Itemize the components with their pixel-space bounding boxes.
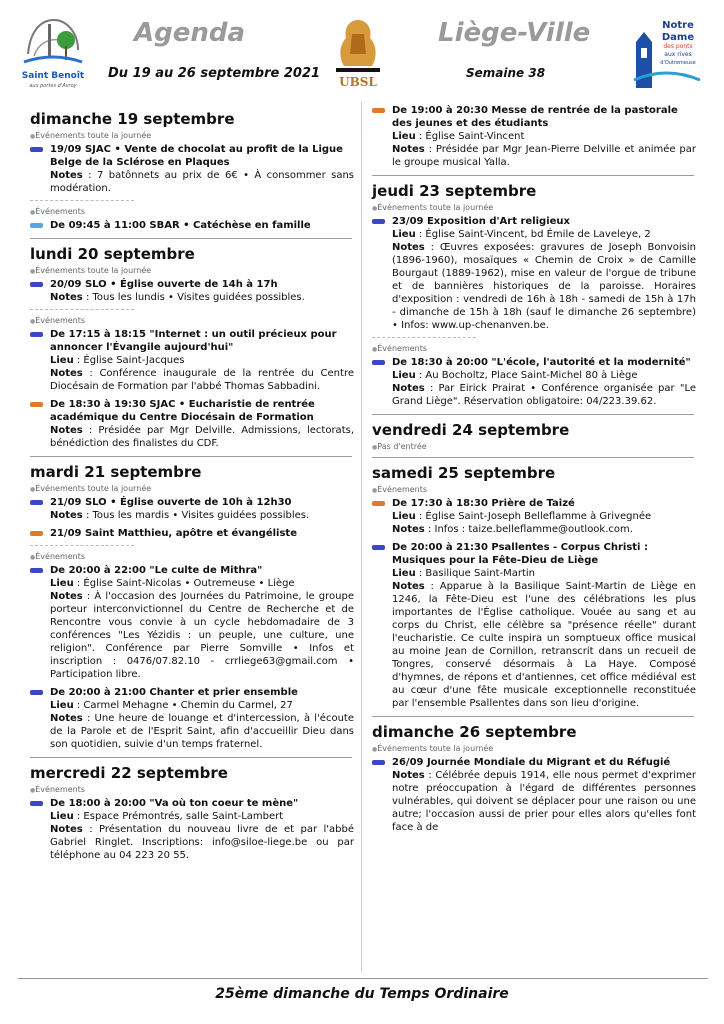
category-color-bar [372, 545, 385, 550]
event-detail-key: Notes [50, 292, 83, 303]
event-detail-key: Notes [50, 368, 83, 379]
event-detail [50, 354, 354, 367]
event-item[interactable] [372, 356, 696, 408]
event-title: De 20:00 à 22:00 "Le culte de Mithra" [50, 565, 263, 576]
event-detail-key: Notes [392, 383, 425, 394]
event-title: De 17:15 à 18:15 "Internet : un outil précieux pour annoncer l'Évangile aujourd'hui" [50, 329, 337, 353]
event-detail-key: Notes [392, 770, 425, 781]
event-detail-key: Lieu [50, 578, 74, 589]
event-detail-value: : 7 batônnets au prix de 6€ • À consommer sans modération. [50, 170, 354, 194]
event-item[interactable] [372, 756, 696, 834]
event-detail [392, 143, 696, 169]
event-detail [392, 510, 696, 523]
event-detail-key: Notes [50, 510, 83, 521]
event-title: De 19:00 à 20:30 Messe de rentrée de la pastorale des jeunes et des étudiants [392, 105, 678, 129]
section-divider [30, 545, 134, 546]
event-detail [392, 523, 696, 536]
logo-left-name: Saint Benoît [21, 71, 85, 81]
section-label: ● Événements toute la journée [372, 744, 696, 753]
section-label: ● Événements [30, 785, 354, 794]
event-detail [50, 712, 354, 751]
category-color-bar [30, 801, 43, 806]
right-column [372, 104, 696, 839]
event-detail-key: Lieu [392, 131, 416, 142]
event-title: De 17:30 à 18:30 Prière de Taizé [392, 498, 575, 509]
event-item[interactable] [372, 215, 696, 332]
category-color-bar [30, 690, 43, 695]
event-detail [392, 382, 696, 408]
category-color-bar [30, 223, 43, 228]
event-detail-key: Notes [50, 170, 83, 181]
event-detail-value: : Église Saint-Nicolas • Outremeuse • Liège [73, 578, 295, 589]
category-color-bar [372, 760, 385, 765]
event-detail [50, 291, 354, 304]
logo-mid-name: UBSL [339, 75, 377, 89]
event-detail-key: Notes [392, 524, 425, 535]
header-dates: Du 19 au 26 septembre 2021 [108, 66, 321, 81]
event-title: 26/09 Journée Mondiale du Migrant et du Réfugié [392, 757, 671, 768]
event-detail-key: Lieu [50, 700, 74, 711]
category-color-bar [30, 531, 43, 536]
section-label: ● Pas d'entrée [372, 442, 696, 451]
day-heading: dimanche 26 septembre [372, 723, 577, 741]
event-title: 20/09 SLO • Église ouverte de 14h à 17h [50, 279, 278, 290]
event-item[interactable] [30, 797, 354, 862]
logo-right-line5: d'Outremeuse [660, 60, 696, 66]
event-detail-key: Notes [392, 242, 425, 253]
event-item[interactable] [30, 686, 354, 751]
event-detail-key: Lieu [392, 568, 416, 579]
event-detail-key: Notes [50, 824, 83, 835]
event-title: 21/09 Saint Matthieu, apôtre et évangéliste [50, 528, 297, 539]
event-detail-value: : Église Saint-Vincent, bd Émile de Laveleye, 2 [415, 229, 651, 240]
header-title-agenda: Agenda [134, 18, 246, 48]
event-item[interactable] [30, 328, 354, 393]
left-column [30, 104, 354, 867]
saint-benoit-logo [20, 14, 86, 92]
event-title: 19/09 SJAC • Vente de chocolat au profit de la Ligue Belge de la Sclérose en Plaques [50, 144, 343, 168]
section-label: ● Événements toute la journée [30, 484, 354, 493]
logo-right-line3: des ponts [663, 43, 693, 50]
section-label: ● Événements [30, 316, 354, 325]
event-item[interactable] [30, 278, 354, 304]
event-detail [50, 509, 354, 522]
event-detail [50, 590, 354, 681]
event-title: De 18:00 à 20:00 "Va où ton coeur te mène" [50, 798, 299, 809]
section-divider [30, 200, 134, 201]
ubsl-logo [330, 14, 386, 92]
event-title: 21/09 SLO • Église ouverte de 10h à 12h30 [50, 497, 292, 508]
day-heading: dimanche 19 septembre [30, 110, 235, 128]
day-heading: jeudi 23 septembre [372, 182, 537, 200]
event-detail [50, 169, 354, 195]
category-color-bar [372, 360, 385, 365]
event-detail [50, 424, 354, 450]
event-detail-key: Lieu [392, 370, 416, 381]
section-divider [372, 337, 476, 338]
day-heading: vendredi 24 septembre [372, 421, 570, 439]
event-item[interactable] [30, 564, 354, 681]
day-separator [372, 716, 694, 717]
event-detail [392, 580, 696, 710]
event-title: De 09:45 à 11:00 SBAR • Catéchèse en famille [50, 220, 311, 231]
event-item[interactable] [30, 496, 354, 522]
day-separator [30, 238, 352, 239]
event-detail-key: Lieu [50, 811, 74, 822]
day-heading: lundi 20 septembre [30, 245, 195, 263]
event-detail-value: : Présentation du nouveau livre de et par l'abbé Gabriel Ringlet. Inscriptions: info@siloe-liege.be ou par téléphone au 04 223 20 55. [50, 824, 354, 861]
day-separator [372, 457, 694, 458]
event-title: De 20:00 à 21:00 Chanter et prier ensemble [50, 687, 298, 698]
event-detail [392, 130, 696, 143]
notre-dame-logo [630, 18, 702, 90]
section-divider [30, 309, 134, 310]
event-item[interactable] [30, 143, 354, 195]
event-item[interactable] [372, 104, 696, 169]
event-detail [392, 567, 696, 580]
event-detail-key: Lieu [50, 355, 74, 366]
event-item[interactable] [30, 527, 354, 540]
event-detail-value: : Une heure de louange et d'intercession, à l'écoute de la Parole et de l'Esprit Saint, afin d'accueillir Dieu dans son quotidien, suivie d'un temps fraternel. [50, 713, 354, 750]
header-title-ville: Liège-Ville [438, 18, 591, 48]
event-detail-value: : Présidée par Mgr Delville. Admissions, lectorats, bénédiction des finalistes du CDF. [50, 425, 354, 449]
day-separator [30, 456, 352, 457]
event-detail [50, 823, 354, 862]
day-separator [30, 757, 352, 758]
section-label: ● Événements [30, 207, 354, 216]
event-title: De 18:30 à 20:00 "L'école, l'autorité et la modernité" [392, 357, 691, 368]
category-color-bar [30, 282, 43, 287]
event-detail [392, 228, 696, 241]
event-title: De 20:00 à 21:30 Psallentes - Corpus Christi : Musiques pour la Fête-Dieu de Liège [392, 542, 648, 566]
category-color-bar [372, 219, 385, 224]
event-detail-key: Lieu [392, 511, 416, 522]
event-detail-key: Notes [392, 144, 425, 155]
event-detail-value: : Présidée par Mgr Jean-Pierre Delville et animée par le groupe musical Yalla. [392, 144, 696, 168]
event-detail-value: : Conférence inaugurale de la rentrée du Centre Diocésain de Formation par l'abbé Thomas Sabbadini. [50, 368, 354, 392]
event-detail-value: : Œuvres exposées: gravures de Joseph Bonvoisin (1896-1960), mosaïques « Chemin de Croix » de Camille Bourgaut (1889-1962), mise en valeur de l'orgue de tribune et de bannières historiques de la paroisse. Horaires d'exposition : vendredi de 16h à 18h - samedi de 15h à 17h - dimanche de 15h à 18h (sauf le dimanche 26 septembre) • Infos: www.up-chenanven.be. [392, 242, 696, 331]
section-label: ● Événements [30, 552, 354, 561]
event-detail-value: : Apparue à la Basilique Saint-Martin de Liège en 1246, la Fête-Dieu est l'une des célébrations les plus importantes de l'Église catholique. Vouée au sang et au corps du Christ, elle célèbre sa "présence réelle" durant l'eucharistie. Ce culte inspira un somptueux office musical au moine Jean de Cornillon, retranscrit dans un recueil de Tongres, conservé désormais à La Haye. Composé d'hymnes, de répons et d'antiennes, cet office médiéval est au cœur d'une fête musicale exceptionnelle reconstituée par l'ensemble Psallentes dans son lieu d'origine. [392, 581, 696, 709]
event-detail-value: : Tous les lundis • Visites guidées possibles. [82, 292, 305, 303]
event-detail [392, 369, 696, 382]
event-detail-value: : À l'occasion des Journées du Patrimoine, le groupe porteur interconvictionnel du Centre de Recherche et de Rencontre vous convie à un cycle hebdomadaire de 3 conférences "Les Yézidis : un peuple, une culture, une religion". Conférence par Pierre Somville • Infos et inscription : 0476/07.82.10 - crrliege63@gmail.com • Participation libre. [50, 591, 354, 680]
event-detail-value: : Célébrée depuis 1914, elle nous permet d'exprimer notre préoccupation à l'égard de différentes personnes vulnérables, qui doivent se déplacer pour une raison ou une autre; l'occasion aussi de prier pour elles alors qu'elles font face à de [392, 770, 696, 833]
logo-right-line4: aux rives [664, 51, 692, 58]
event-detail [50, 577, 354, 590]
section-label: ● Événements toute la journée [30, 266, 354, 275]
event-detail-key: Notes [50, 425, 83, 436]
event-detail-key: Notes [50, 713, 83, 724]
category-color-bar [372, 501, 385, 506]
day-heading: samedi 25 septembre [372, 464, 556, 482]
category-color-bar [30, 568, 43, 573]
event-detail-key: Lieu [392, 229, 416, 240]
event-detail [392, 241, 696, 332]
category-color-bar [30, 147, 43, 152]
event-detail-value: : Espace Prémontrés, salle Saint-Lambert [73, 811, 284, 822]
event-detail-key: Notes [50, 591, 83, 602]
event-title: De 18:30 à 19:30 SJAC • Eucharistie de rentrée académique du Centre Diocésain de Formation [50, 399, 315, 423]
event-detail [50, 810, 354, 823]
event-detail-value: : Église Saint-Jacques [73, 355, 185, 366]
section-label: ● Événements [372, 344, 696, 353]
event-detail-value: : Infos : taize.belleflamme@outlook.com. [424, 524, 633, 535]
event-detail-value: : Tous les mardis • Visites guidées possibles. [82, 510, 310, 521]
header-week: Semaine 38 [466, 66, 546, 80]
day-heading: mardi 21 septembre [30, 463, 202, 481]
event-item[interactable] [372, 541, 696, 710]
section-label: ● Événements toute la journée [372, 203, 696, 212]
day-heading: mercredi 22 septembre [30, 764, 228, 782]
event-detail-value: : Au Bocholtz, Place Saint-Michel 80 à Liège [415, 370, 638, 381]
day-separator [372, 175, 694, 176]
logo-right-line1: Notre [662, 20, 694, 31]
event-item[interactable] [30, 398, 354, 450]
section-label: ● Événements [372, 485, 696, 494]
event-detail-key: Notes [392, 581, 425, 592]
event-detail [50, 699, 354, 712]
category-color-bar [372, 108, 385, 113]
event-detail-value: : Par Eirick Prairat • Conférence organisée par "Le Grand Liège". Réservation obligatoire: 04/223.39.62. [392, 383, 696, 407]
event-title: 23/09 Exposition d'Art religieux [392, 216, 570, 227]
logo-left-sub: aux portes d'Avroy [29, 83, 77, 89]
event-item[interactable] [372, 497, 696, 536]
event-detail-value: : Basilique Saint-Martin [415, 568, 536, 579]
category-color-bar [30, 332, 43, 337]
event-detail-value: : Église Saint-Vincent [415, 131, 525, 142]
page-header [0, 0, 724, 100]
category-color-bar [30, 500, 43, 505]
event-detail [392, 769, 696, 834]
column-divider [361, 102, 362, 972]
footer-liturgical-day: 25ème dimanche du Temps Ordinaire [215, 986, 509, 1002]
footer-divider [18, 978, 708, 979]
event-detail-value: : Église Saint-Joseph Belleflamme à Grivegnée [415, 511, 652, 522]
logo-right-line2: Dame [661, 32, 695, 43]
event-item[interactable] [30, 219, 354, 232]
category-color-bar [30, 402, 43, 407]
event-detail [50, 367, 354, 393]
day-separator [372, 414, 694, 415]
section-label: ● Événements toute la journée [30, 131, 354, 140]
event-detail-value: : Carmel Mehagne • Chemin du Carmel, 27 [73, 700, 293, 711]
